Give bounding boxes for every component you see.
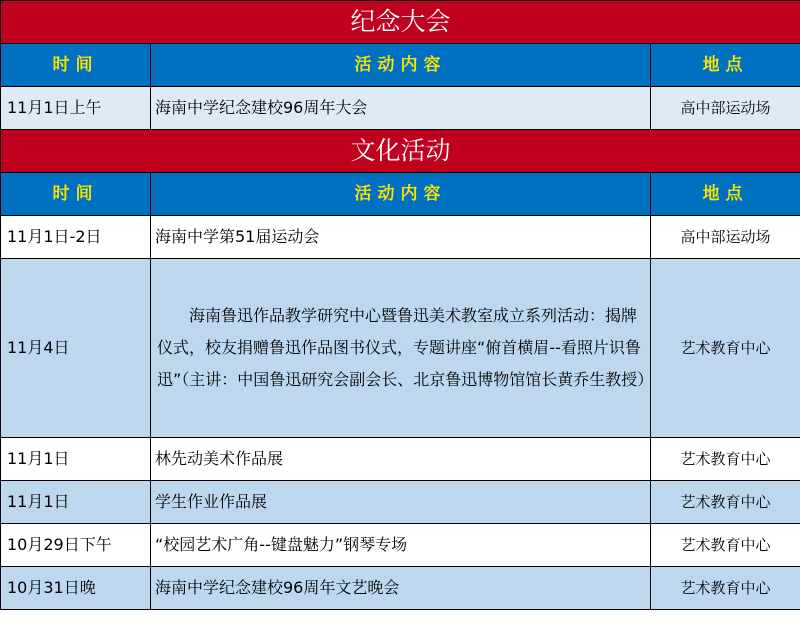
cell-place: 高中部运动场 <box>651 87 800 130</box>
section-title: 文化活动 <box>1 130 800 173</box>
cell-time: 11月4日 <box>1 259 151 438</box>
table-row <box>1 524 800 567</box>
table-row <box>1 438 800 481</box>
cell-content: 海南鲁迅作品教学研究中心暨鲁迅美术教室成立系列活动：揭牌仪式，校友捐赠鲁迅作品图书仪式，专题讲座“俯首横眉--看照片识鲁迅”（主讲：中国鲁迅研究会副会长、北京鲁迅博物馆馆长黄乔生教授） <box>151 259 651 438</box>
cell-content: 海南中学纪念建校96周年大会 <box>151 87 651 130</box>
table-row <box>1 259 800 438</box>
header-place: 地点 <box>651 173 800 216</box>
cell-time: 11月1日 <box>1 481 151 524</box>
table-row <box>1 567 800 610</box>
header-content: 活动内容 <box>151 44 651 87</box>
cell-content: 学生作业作品展 <box>151 481 651 524</box>
table-row <box>1 87 800 130</box>
table-row <box>1 481 800 524</box>
table-row <box>1 216 800 259</box>
section-title: 纪念大会 <box>1 1 800 44</box>
column-header-row <box>1 173 800 216</box>
cell-place: 艺术教育中心 <box>651 481 800 524</box>
cell-place: 艺术教育中心 <box>651 259 800 438</box>
cell-place: 艺术教育中心 <box>651 567 800 610</box>
header-time: 时间 <box>1 44 151 87</box>
cell-time: 10月29日下午 <box>1 524 151 567</box>
column-header-row <box>1 44 800 87</box>
cell-content: 林先动美术作品展 <box>151 438 651 481</box>
cell-content: 海南中学第51届运动会 <box>151 216 651 259</box>
cell-time: 11月1日-2日 <box>1 216 151 259</box>
cell-content: 海南中学纪念建校96周年文艺晚会 <box>151 567 651 610</box>
cell-place: 艺术教育中心 <box>651 524 800 567</box>
header-content: 活动内容 <box>151 173 651 216</box>
section-title-row <box>1 1 800 44</box>
cell-time: 10月31日晚 <box>1 567 151 610</box>
cell-place: 高中部运动场 <box>651 216 800 259</box>
cell-content: “校园艺术广角--键盘魅力”钢琴专场 <box>151 524 651 567</box>
header-place: 地点 <box>651 44 800 87</box>
cell-time: 11月1日 <box>1 438 151 481</box>
cell-time: 11月1日上午 <box>1 87 151 130</box>
cell-place: 艺术教育中心 <box>651 438 800 481</box>
section-title-row <box>1 130 800 173</box>
header-time: 时间 <box>1 173 151 216</box>
